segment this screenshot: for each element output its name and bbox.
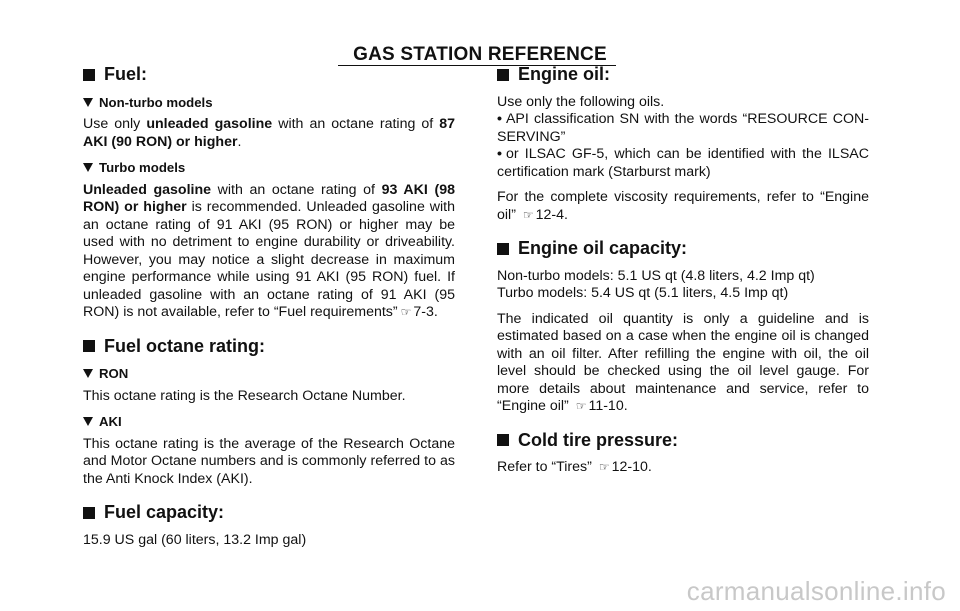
oil-intro: Use only the following oils. [497, 93, 665, 110]
square-bullet-icon [83, 507, 95, 519]
aki-paragraph: This octane rating is the average of the Research Octane and Motor Octane numbers and is commonly referred to as the Anti Knock Index (AKI). [83, 435, 455, 487]
triangle-bullet-icon [83, 369, 93, 378]
turbo-paragraph: Unleaded gasoline with an octane rating of 93 AKI (98 RON) or higher is recommended. Unleaded gasoline with an octane rating of 91 AKI (95 RON) or higher may be used with no detriment to engine durability or driveability. However, you may notice a slight decrease in maximum engine performance while using 91 AKI (95 RON) fuel. If unleaded gasoline with an octane rating of 91 AKI (95 RON) is not available, refer to “Fuel requirements” ☞ 7-3. [83, 181, 455, 320]
square-bullet-icon [497, 434, 509, 446]
ron-paragraph: This octane rating is the Research Octane Number. [83, 387, 406, 404]
watermark-text: carmanualsonline.info [686, 576, 946, 606]
oil-capacity-turbo: Turbo models: 5.4 US qt (5.1 liters, 4.5 Imp qt) [497, 285, 789, 301]
subheading-turbo: Turbo models [83, 159, 455, 177]
tire-pressure-paragraph: Refer to “Tires” ☞ 12-10. [497, 459, 652, 475]
section-engine-oil-title: Engine oil: [497, 66, 869, 84]
triangle-bullet-icon [83, 417, 93, 426]
left-column [83, 66, 455, 557]
oil-bullet-2: • or ILSAC GF-5, which can be identified with the ILSAC certification mark (Starburst mark) [497, 146, 869, 180]
subheading-ron: RON [83, 365, 455, 383]
dot-bullet-icon: • [497, 111, 502, 127]
square-bullet-icon [497, 243, 509, 255]
square-bullet-icon [497, 69, 509, 81]
page-title: GAS STATION REFERENCE [353, 44, 607, 65]
non-turbo-paragraph: Use only unleaded gasoline with an octane rating of 87 AKI (90 RON) or higher. [83, 116, 456, 150]
oil-viscosity-paragraph: For the complete viscosity requirements, refer to “Engine oil” ☞ 12-4. [497, 189, 869, 223]
section-tire-pressure-title: Cold tire pressure: [497, 432, 869, 450]
page-reference-icon: ☞ [400, 305, 412, 319]
page-reference-icon: ☞ [598, 460, 610, 474]
section-fuel-capacity-title: Fuel capacity: [83, 504, 455, 522]
fuel-capacity-value: 15.9 US gal (60 liters, 13.2 Imp gal) [83, 531, 307, 548]
page-reference-icon: ☞ [522, 207, 534, 222]
subheading-aki: AKI [83, 413, 455, 431]
square-bullet-icon [83, 69, 95, 81]
page-reference-icon: ☞ [575, 399, 587, 413]
square-bullet-icon [83, 340, 95, 352]
oil-capacity-non-turbo: Non-turbo models: 5.1 US qt (4.8 liters, 4.2 Imp qt) [497, 267, 815, 284]
section-octane-title: Fuel octane rating: [83, 338, 455, 356]
right-column [497, 66, 869, 485]
triangle-bullet-icon [83, 98, 93, 107]
section-oil-capacity-title: Engine oil capacity: [497, 240, 869, 258]
oil-bullet-1: • API classification SN with the words “RESOURCE CON-SERVING” [497, 111, 869, 145]
triangle-bullet-icon [83, 163, 93, 172]
oil-capacity-note: The indicated oil quantity is only a guideline and is estimated based on a case when the engine oil is changed with an oil filter. After refilling the engine with oil, the oil level should be checked using the oil level gauge. For more details about maintenance and service, refer to “Engine oil” ☞ 11-10. [497, 310, 869, 414]
dot-bullet-icon: • [497, 146, 502, 162]
subheading-non-turbo: Non-turbo models [83, 94, 455, 112]
section-fuel-title: Fuel: [83, 66, 455, 84]
